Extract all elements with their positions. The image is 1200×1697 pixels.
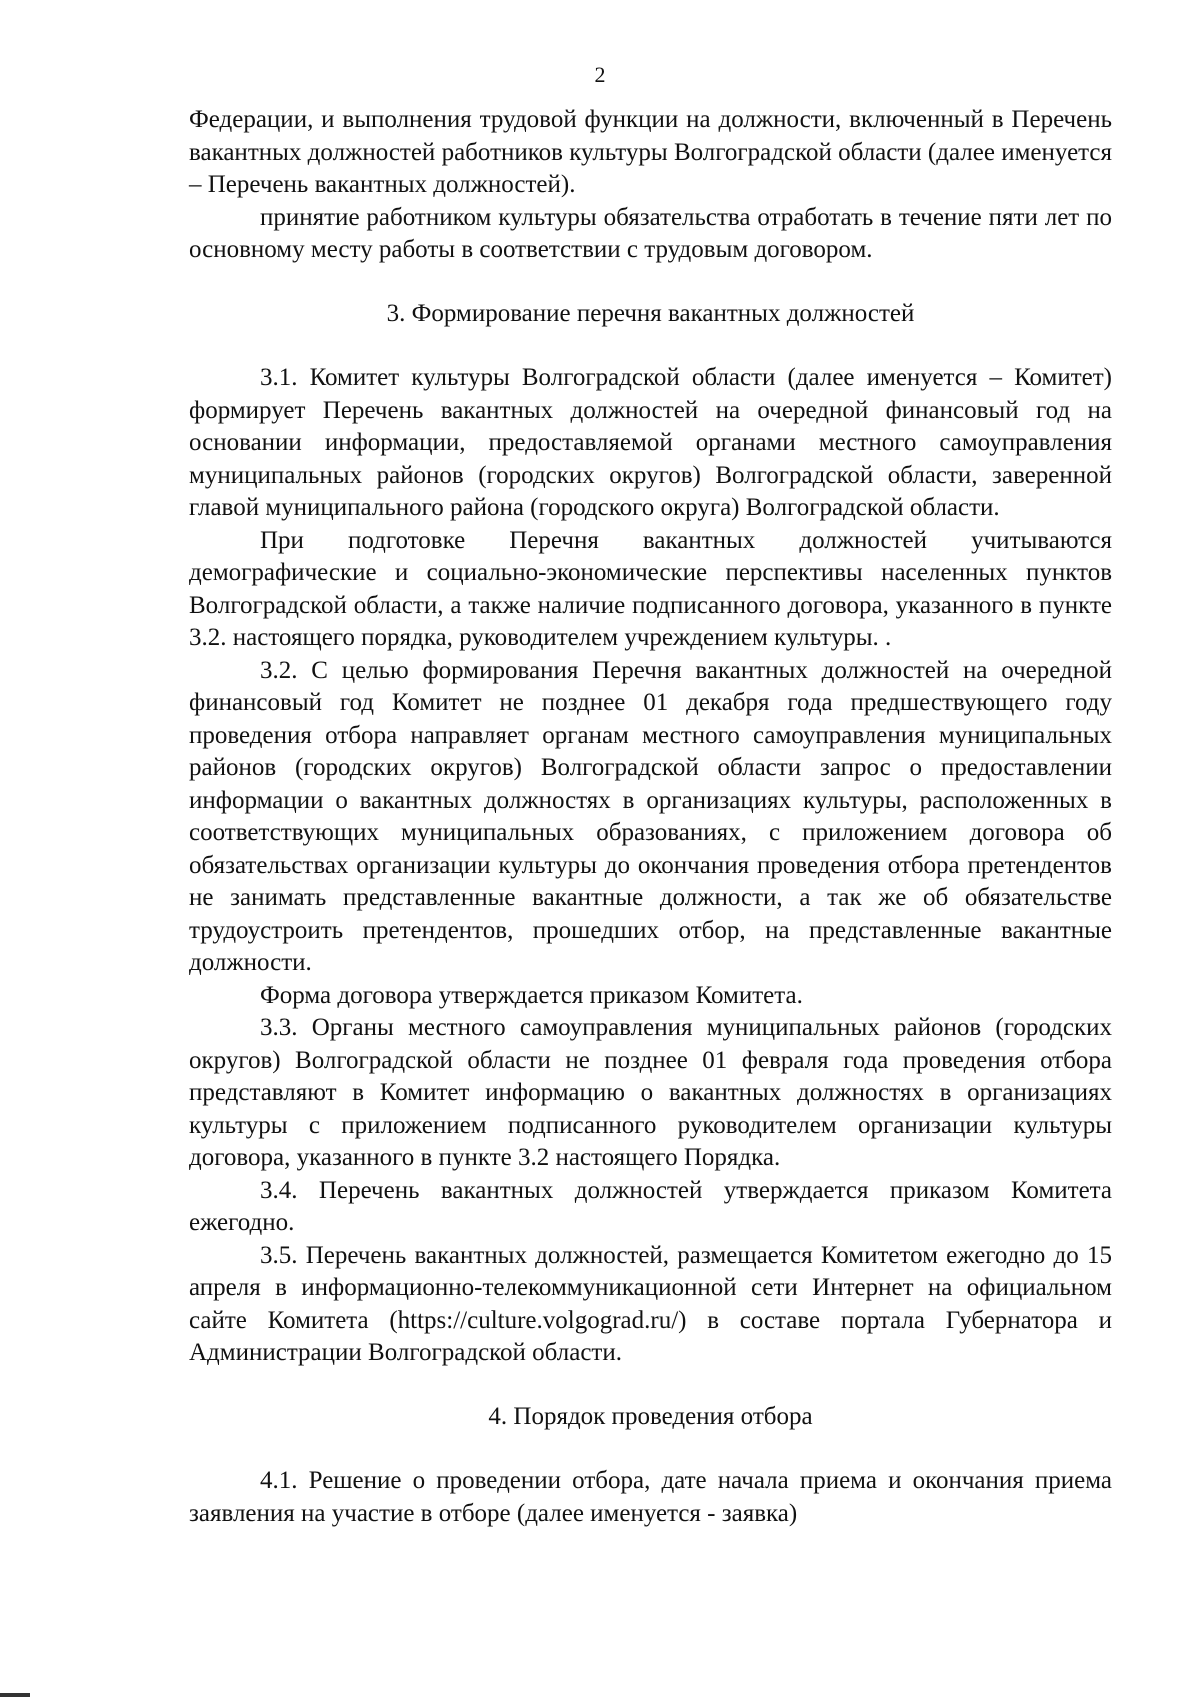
paragraph-federation: Федерации, и выполнения трудовой функции на должности, включенный в Перечень вакантных должностей работников культуры Волгоградской области (далее именуется – Перечень вакантных должностей).: [189, 106, 1112, 198]
section-4-heading: 4. Порядок проведения отбора: [488, 1402, 813, 1430]
paragraph-3-5: 3.5. Перечень вакантных должностей, размещается Комитетом ежегодно до 15 апреля в информационно-телекоммуникационной сети Интернет на официальном сайте Комитета (https://culture.volgograd.ru/) в составе портала Губернатора и Администрации Волгоградской области.: [189, 1241, 1112, 1366]
paragraph-3-2: 3.2. С целью формирования Перечня вакантных должностей на очередной финансовый год Комитет не позднее 01 декабря года предшествующего году проведения отбора направляет органам местного самоуправления муниципальных районов (городских округов) Волгоградской области запрос о предоставлении информации о вакантных должностях в организациях культуры, расположенных в соответствующих муниципальных образованиях, с приложением договора об обязательствах организации культуры до окончания проведения отбора претендентов не занимать представленные вакантные должности, а так же об обязательстве трудоустроить претендентов, прошедших отбор, на представленные вакантные должности.: [189, 656, 1112, 976]
document-body: [189, 104, 1112, 1530]
paragraph-3-2-contract-form: Форма договора утверждается приказом Комитета.: [260, 981, 803, 1009]
paragraph-3-3: 3.3. Органы местного самоуправления муниципальных районов (городских округов) Волгоградской области не позднее 01 февраля года проведения отбора представляют в Комитет информацию о вакантных должностях в организациях культуры с приложением подписанного руководителем организации культуры договора, указанного в пункте 3.2 настоящего Порядка.: [189, 1014, 1112, 1171]
paragraph-4-1: 4.1. Решение о проведении отбора, дате начала приема и окончания приема заявления на участие в отборе (далее именуется - заявка): [189, 1467, 1112, 1527]
paragraph-3-1: 3.1. Комитет культуры Волгоградской области (далее именуется – Комитет) формирует Перечень вакантных должностей на очередной финансовый год на основании информации, предоставляемой органами местного самоуправления муниципальных районов (городских округов) Волгоградской области, заверенной главой муниципального района (городского округа) Волгоградской области.: [189, 364, 1112, 521]
scan-edge-mark: [0, 1693, 30, 1697]
paragraph-3-4: 3.4. Перечень вакантных должностей утверждается приказом Комитета ежегодно.: [189, 1176, 1112, 1236]
section-3-heading: 3. Формирование перечня вакантных должностей: [386, 299, 915, 327]
paragraph-3-1-preparation: При подготовке Перечня вакантных должностей учитываются демографические и социально-экономические перспективы населенных пунктов Волгоградской области, а также наличие подписанного договора, указанного в пункте 3.2. настоящего порядка, руководителем учреждением культуры. .: [189, 526, 1112, 651]
paragraph-obligation: принятие работником культуры обязательства отработать в течение пяти лет по основному месту работы в соответствии с трудовым договором.: [189, 203, 1112, 263]
page-number: 2: [594, 62, 606, 87]
